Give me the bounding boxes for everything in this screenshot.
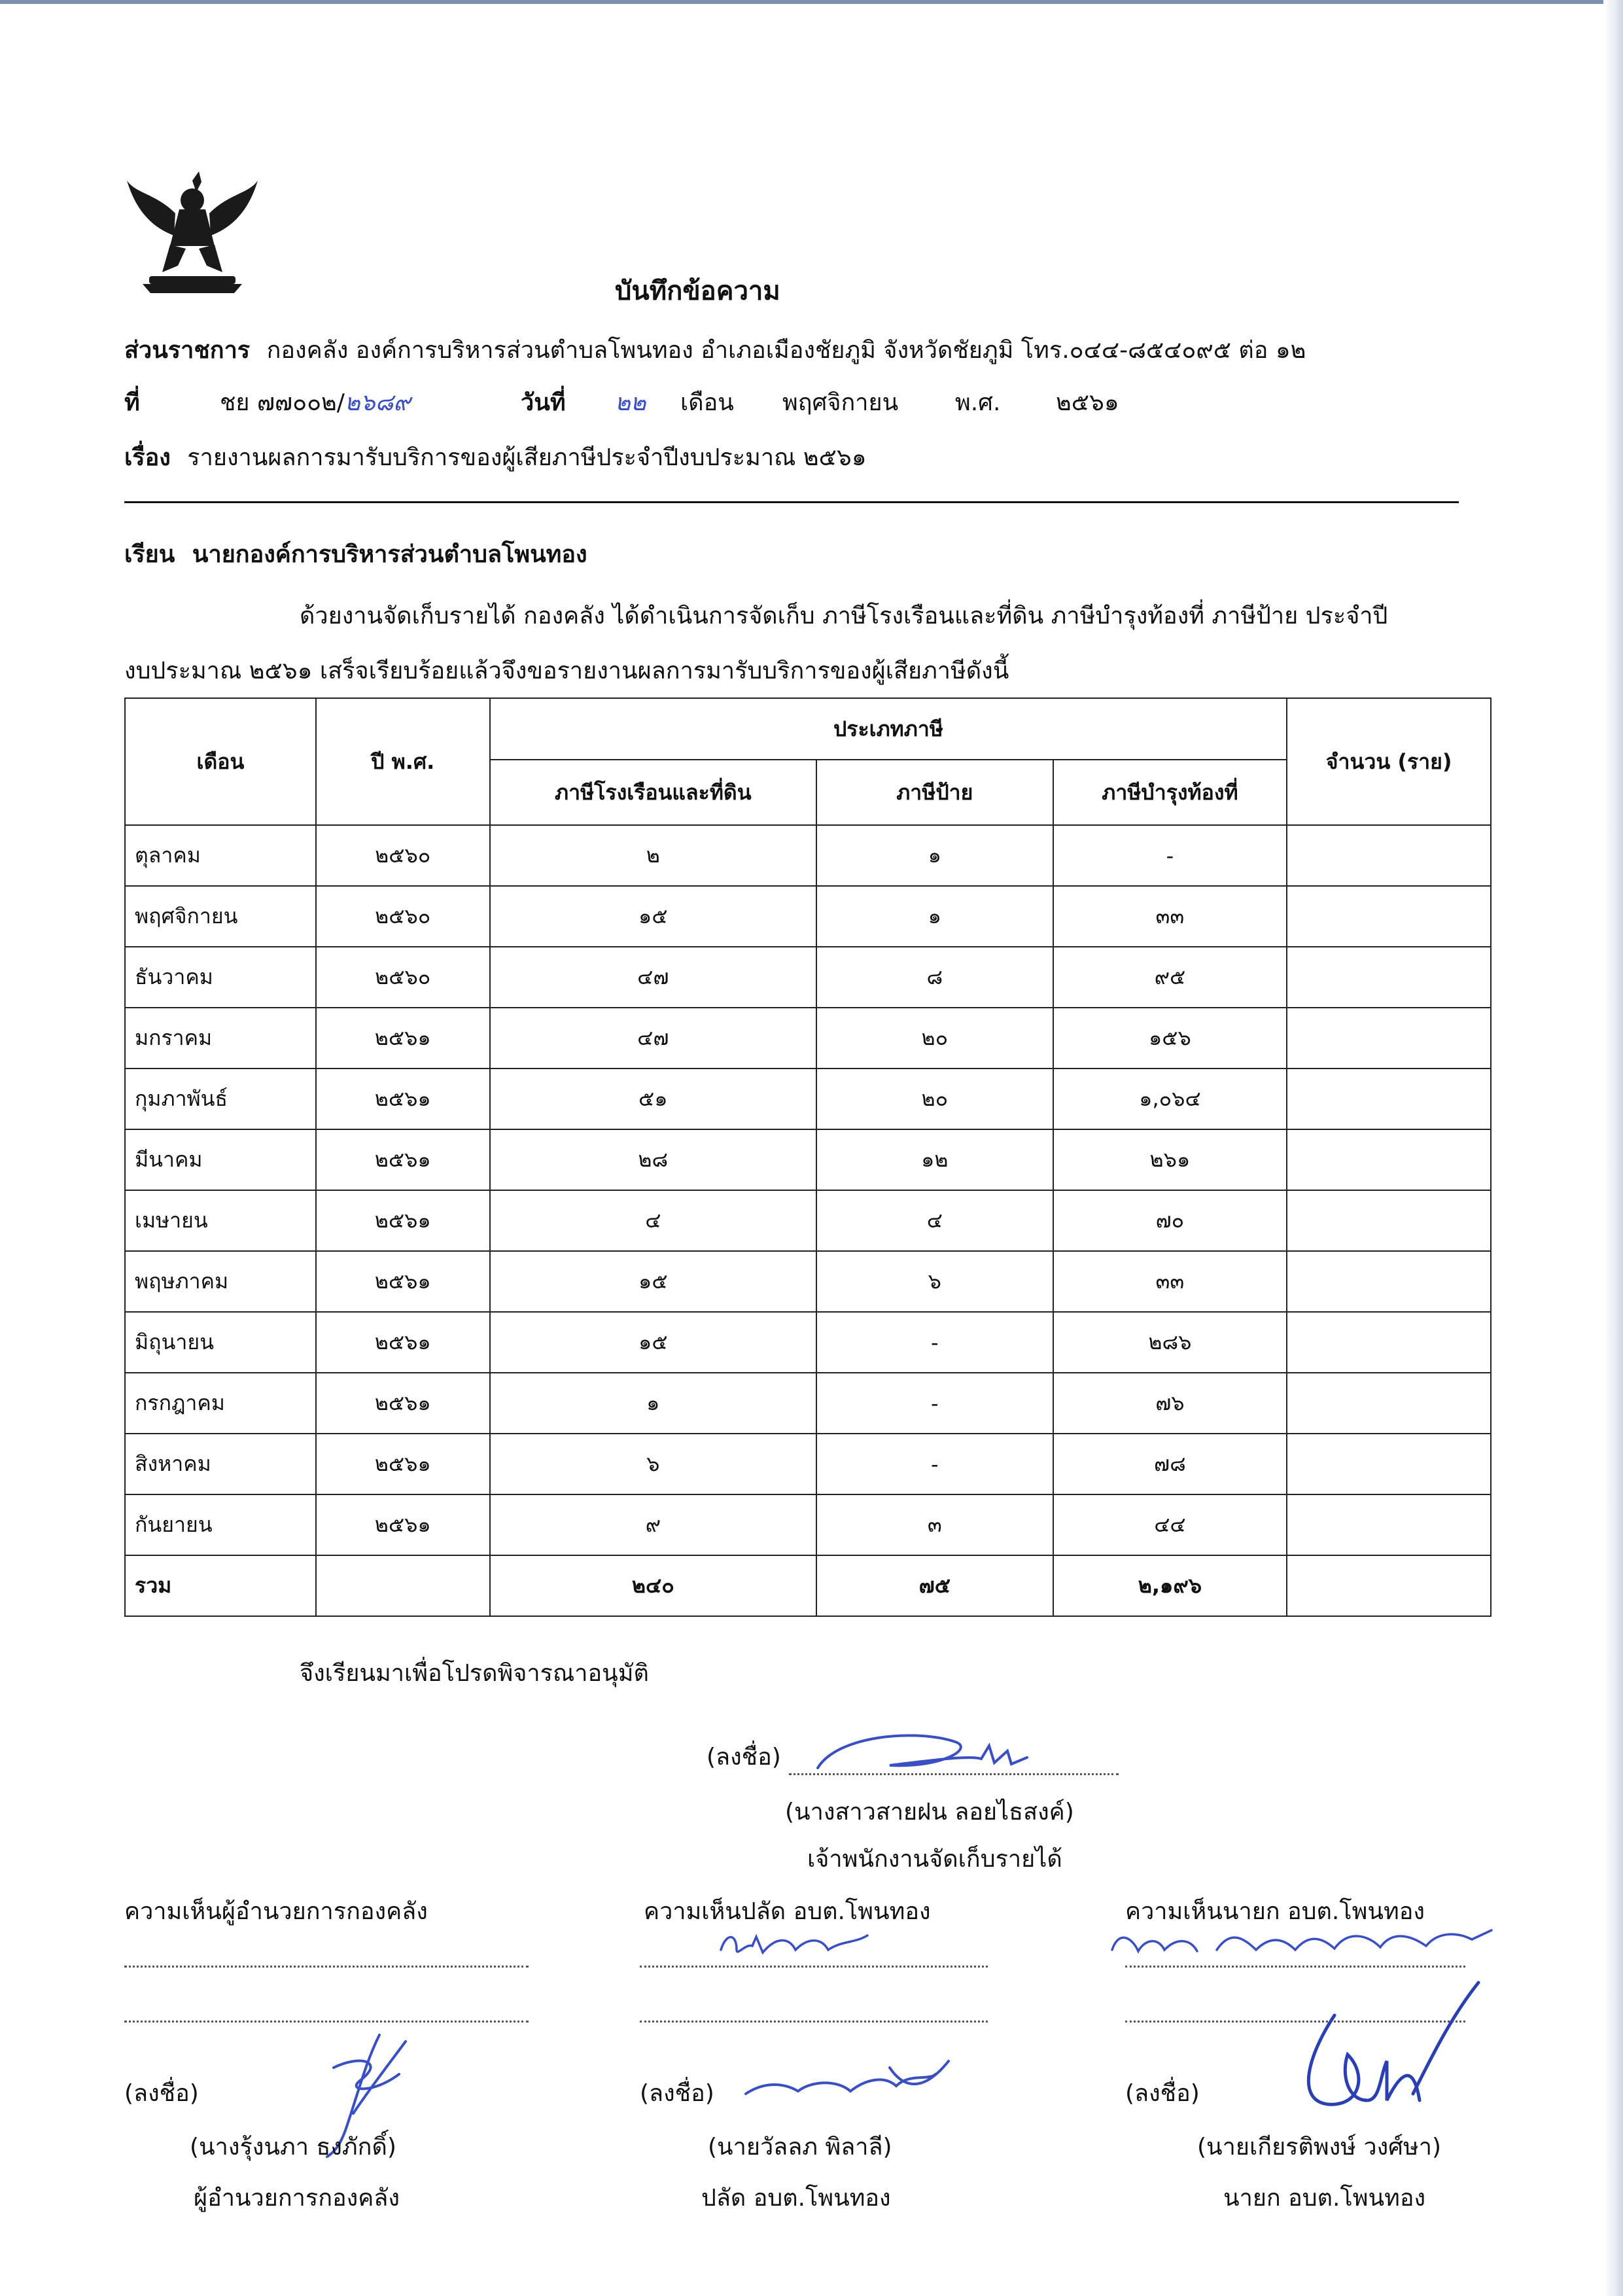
closing-line: จึงเรียนมาเพื่อโปรดพิจารณาอนุมัติ xyxy=(300,1660,649,1687)
cell-signboard: ๑๒ xyxy=(816,1129,1053,1190)
cell-local: ๒๘๖ xyxy=(1053,1312,1287,1373)
col-header-tax-type: ประเภทภาษี xyxy=(490,698,1287,760)
cell-total-local: ๒,๑๙๖ xyxy=(1053,1555,1287,1616)
cell-year: ๒๕๖๑ xyxy=(316,1251,490,1312)
deputy-opinion-label: ความเห็นปลัด อบต.โพนทอง xyxy=(644,1898,931,1925)
mayor-opinion-line-1 xyxy=(1125,1966,1465,1968)
date-label: วันที่ xyxy=(521,389,566,416)
scan-right-shadow xyxy=(1603,0,1623,2296)
cell-month: ตุลาคม xyxy=(125,825,316,886)
memo-title: บันทึกข้อความ xyxy=(615,276,780,306)
cell-year: ๒๕๖๑ xyxy=(316,1129,490,1190)
table-row xyxy=(125,1008,1491,1069)
cell-year xyxy=(316,1555,490,1616)
table-row xyxy=(125,1129,1491,1190)
cell-local: ๗๐ xyxy=(1053,1190,1287,1251)
table-row xyxy=(125,1312,1491,1373)
cell-local: ๑๕๖ xyxy=(1053,1008,1287,1069)
cell-house-land: ๑๕ xyxy=(490,1251,816,1312)
table-row xyxy=(125,1434,1491,1494)
deputy-opinion-line-1 xyxy=(640,1966,988,1968)
cell-local: ๗๖ xyxy=(1053,1373,1287,1434)
agency-line xyxy=(124,331,1306,368)
cell-signboard: ๔ xyxy=(816,1190,1053,1251)
cell-year: ๒๕๖๐ xyxy=(316,825,490,886)
mayor-sign-label: (ลงชื่อ) xyxy=(1125,2080,1200,2107)
ref-label: ที่ xyxy=(124,389,140,416)
cell-count xyxy=(1287,1555,1491,1616)
cell-house-land: ๑ xyxy=(490,1373,816,1434)
main-sign-label: (ลงชื่อ) xyxy=(707,1744,781,1771)
agency-value: กองคลัง องค์การบริหารส่วนตำบลโพนทอง อำเภอเมืองชัยภูมิ จังหวัดชัยภูมิ โทร.๐๔๔-๘๕๔๐๙๕ ต่อ ๑๒ xyxy=(266,337,1306,364)
cell-count xyxy=(1287,825,1491,886)
finance-opinion-line-1 xyxy=(124,1966,529,1968)
cell-count xyxy=(1287,1494,1491,1555)
table-row xyxy=(125,947,1491,1008)
cell-month: กันยายน xyxy=(125,1494,316,1555)
cell-local: ๗๘ xyxy=(1053,1434,1287,1494)
col-header-local-maintenance: ภาษีบำรุงท้องที่ xyxy=(1053,760,1287,825)
cell-year: ๒๕๖๐ xyxy=(316,886,490,947)
cell-local: ๒๖๑ xyxy=(1053,1129,1287,1190)
col-header-signboard: ภาษีป้าย xyxy=(816,760,1053,825)
deputy-sign-position: ปลัด อบต.โพนทอง xyxy=(701,2185,891,2212)
cell-signboard: ๒๐ xyxy=(816,1008,1053,1069)
cell-total-house-land: ๒๔๐ xyxy=(490,1555,816,1616)
cell-house-land: ๑๕ xyxy=(490,1312,816,1373)
col-header-month: เดือน xyxy=(125,698,316,825)
cell-count xyxy=(1287,1312,1491,1373)
cell-signboard: ๘ xyxy=(816,947,1053,1008)
cell-count xyxy=(1287,947,1491,1008)
cell-signboard: ๖ xyxy=(816,1251,1053,1312)
cell-house-land: ๒๘ xyxy=(490,1129,816,1190)
cell-local: - xyxy=(1053,825,1287,886)
cell-month: พฤษภาคม xyxy=(125,1251,316,1312)
cell-local: ๓๓ xyxy=(1053,886,1287,947)
deputy-opinion-handwriting-icon xyxy=(717,1924,874,1963)
col-header-year: ปี พ.ศ. xyxy=(316,698,490,825)
cell-month: กุมภาพันธ์ xyxy=(125,1069,316,1129)
cell-year: ๒๕๖๑ xyxy=(316,1190,490,1251)
mayor-opinion-handwriting-icon xyxy=(1106,1917,1498,1969)
scan-top-border xyxy=(0,0,1623,4)
cell-year: ๒๕๖๐ xyxy=(316,947,490,1008)
cell-total-label: รวม xyxy=(125,1555,316,1616)
main-sign-name: (นางสาวสายฝน ลอยไธสงค์) xyxy=(785,1799,1074,1826)
cell-local: ๙๕ xyxy=(1053,947,1287,1008)
cell-year: ๒๕๖๑ xyxy=(316,1069,490,1129)
ref-number-prefix: ชย ๗๗๐๐๒/ xyxy=(220,389,345,416)
cell-house-land: ๙ xyxy=(490,1494,816,1555)
salutation-label: เรียน xyxy=(124,541,175,568)
salutation xyxy=(124,535,587,573)
cell-month: สิงหาคม xyxy=(125,1434,316,1494)
cell-month: ธันวาคม xyxy=(125,947,316,1008)
table-row xyxy=(125,825,1491,886)
mayor-opinion-label: ความเห็นนายก อบต.โพนทอง xyxy=(1125,1898,1425,1925)
deputy-sign-name: (นายวัลลภ พิลาลี) xyxy=(708,2134,892,2161)
cell-month: กรกฎาคม xyxy=(125,1373,316,1434)
cell-signboard: - xyxy=(816,1434,1053,1494)
cell-count xyxy=(1287,886,1491,947)
subject-value: รายงานผลการมารับบริการของผู้เสียภาษีประจำปีงบประมาณ ๒๕๖๑ xyxy=(187,444,867,471)
mayor-sign-name: (นายเกียรติพงษ์ วงศ์ษา) xyxy=(1197,2134,1441,2161)
table-row xyxy=(125,1251,1491,1312)
table-row xyxy=(125,1069,1491,1129)
cell-count xyxy=(1287,1373,1491,1434)
ref-number-handwritten: ๒๖๘๙ xyxy=(344,389,411,416)
deputy-sign-label: (ลงชื่อ) xyxy=(640,2080,714,2107)
finance-sign-label: (ลงชื่อ) xyxy=(124,2080,199,2107)
cell-month: มิถุนายน xyxy=(125,1312,316,1373)
cell-count xyxy=(1287,1069,1491,1129)
cell-house-land: ๔๗ xyxy=(490,1008,816,1069)
main-sign-position: เจ้าพนักงานจัดเก็บรายได้ xyxy=(807,1846,1062,1873)
finance-opinion-line-2 xyxy=(124,2021,529,2022)
cell-signboard: ๑ xyxy=(816,886,1053,947)
subject-line xyxy=(124,438,867,476)
date-day-handwritten: ๒๒ xyxy=(615,389,646,416)
cell-local: ๔๔ xyxy=(1053,1494,1287,1555)
cell-house-land: ๔ xyxy=(490,1190,816,1251)
table-row xyxy=(125,1373,1491,1434)
cell-signboard: - xyxy=(816,1312,1053,1373)
cell-house-land: ๑๕ xyxy=(490,886,816,947)
cell-house-land: ๕๑ xyxy=(490,1069,816,1129)
body-line-2: งบประมาณ ๒๕๖๑ เสร็จเรียบร้อยแล้วจึงขอรายงานผลการมารับบริการของผู้เสียภาษีดังนี้ xyxy=(124,658,1009,684)
cell-year: ๒๕๖๑ xyxy=(316,1312,490,1373)
cell-signboard: ๒๐ xyxy=(816,1069,1053,1129)
cell-total-signboard: ๗๕ xyxy=(816,1555,1053,1616)
month-label: เดือน xyxy=(680,389,734,416)
body-line-1: ด้วยงานจัดเก็บรายได้ กองคลัง ได้ดำเนินการจัดเก็บ ภาษีโรงเรือนและที่ดิน ภาษีบำรุงท้องที่ ภาษีป้าย ประจำปี xyxy=(300,603,1388,629)
cell-count xyxy=(1287,1434,1491,1494)
col-header-house-land: ภาษีโรงเรือนและที่ดิน xyxy=(490,760,816,825)
cell-signboard: ๓ xyxy=(816,1494,1053,1555)
tax-report-table xyxy=(124,698,1492,1617)
cell-month: พฤศจิกายน xyxy=(125,886,316,947)
cell-signboard: ๑ xyxy=(816,825,1053,886)
table-row xyxy=(125,886,1491,947)
cell-house-land: ๖ xyxy=(490,1434,816,1494)
month-value: พฤศจิกายน xyxy=(782,389,899,416)
mayor-sign-position: นายก อบต.โพนทอง xyxy=(1223,2185,1426,2212)
agency-label: ส่วนราชการ xyxy=(124,337,251,364)
col-header-count: จำนวน (ราย) xyxy=(1287,698,1491,825)
finance-sign-name: (นางรุ้งนภา ธงภักดิ์) xyxy=(190,2134,396,2161)
year-label: พ.ศ. xyxy=(955,389,1001,416)
cell-count xyxy=(1287,1190,1491,1251)
deputy-opinion-line-2 xyxy=(640,2021,988,2022)
cell-month: เมษายน xyxy=(125,1190,316,1251)
cell-count xyxy=(1287,1251,1491,1312)
cell-year: ๒๕๖๑ xyxy=(316,1494,490,1555)
table-body xyxy=(125,825,1491,1616)
deputy-signature-icon xyxy=(739,2055,955,2113)
cell-month: มีนาคม xyxy=(125,1129,316,1190)
table-total-row xyxy=(125,1555,1491,1616)
cell-year: ๒๕๖๑ xyxy=(316,1434,490,1494)
main-signature-icon xyxy=(811,1722,1047,1781)
garuda-emblem-icon xyxy=(123,168,262,296)
cell-signboard: - xyxy=(816,1373,1053,1434)
mayor-signature-icon xyxy=(1282,1976,1492,2120)
year-value: ๒๕๖๑ xyxy=(1056,389,1119,416)
cell-house-land: ๒ xyxy=(490,825,816,886)
subject-label: เรื่อง xyxy=(124,444,171,471)
cell-month: มกราคม xyxy=(125,1008,316,1069)
cell-local: ๓๓ xyxy=(1053,1251,1287,1312)
cell-house-land: ๔๗ xyxy=(490,947,816,1008)
table-row xyxy=(125,1494,1491,1555)
salutation-value: นายกองค์การบริหารส่วนตำบลโพนทอง xyxy=(192,541,587,568)
cell-local: ๑,๐๖๔ xyxy=(1053,1069,1287,1129)
header-divider xyxy=(124,501,1459,503)
finance-sign-position: ผู้อำนวยการกองคลัง xyxy=(194,2185,400,2212)
cell-year: ๒๕๖๑ xyxy=(316,1373,490,1434)
cell-year: ๒๕๖๑ xyxy=(316,1008,490,1069)
finance-director-opinion-label: ความเห็นผู้อำนวยการกองคลัง xyxy=(124,1898,428,1925)
cell-count xyxy=(1287,1008,1491,1069)
ref-value xyxy=(220,383,411,421)
cell-count xyxy=(1287,1129,1491,1190)
table-row xyxy=(125,1190,1491,1251)
